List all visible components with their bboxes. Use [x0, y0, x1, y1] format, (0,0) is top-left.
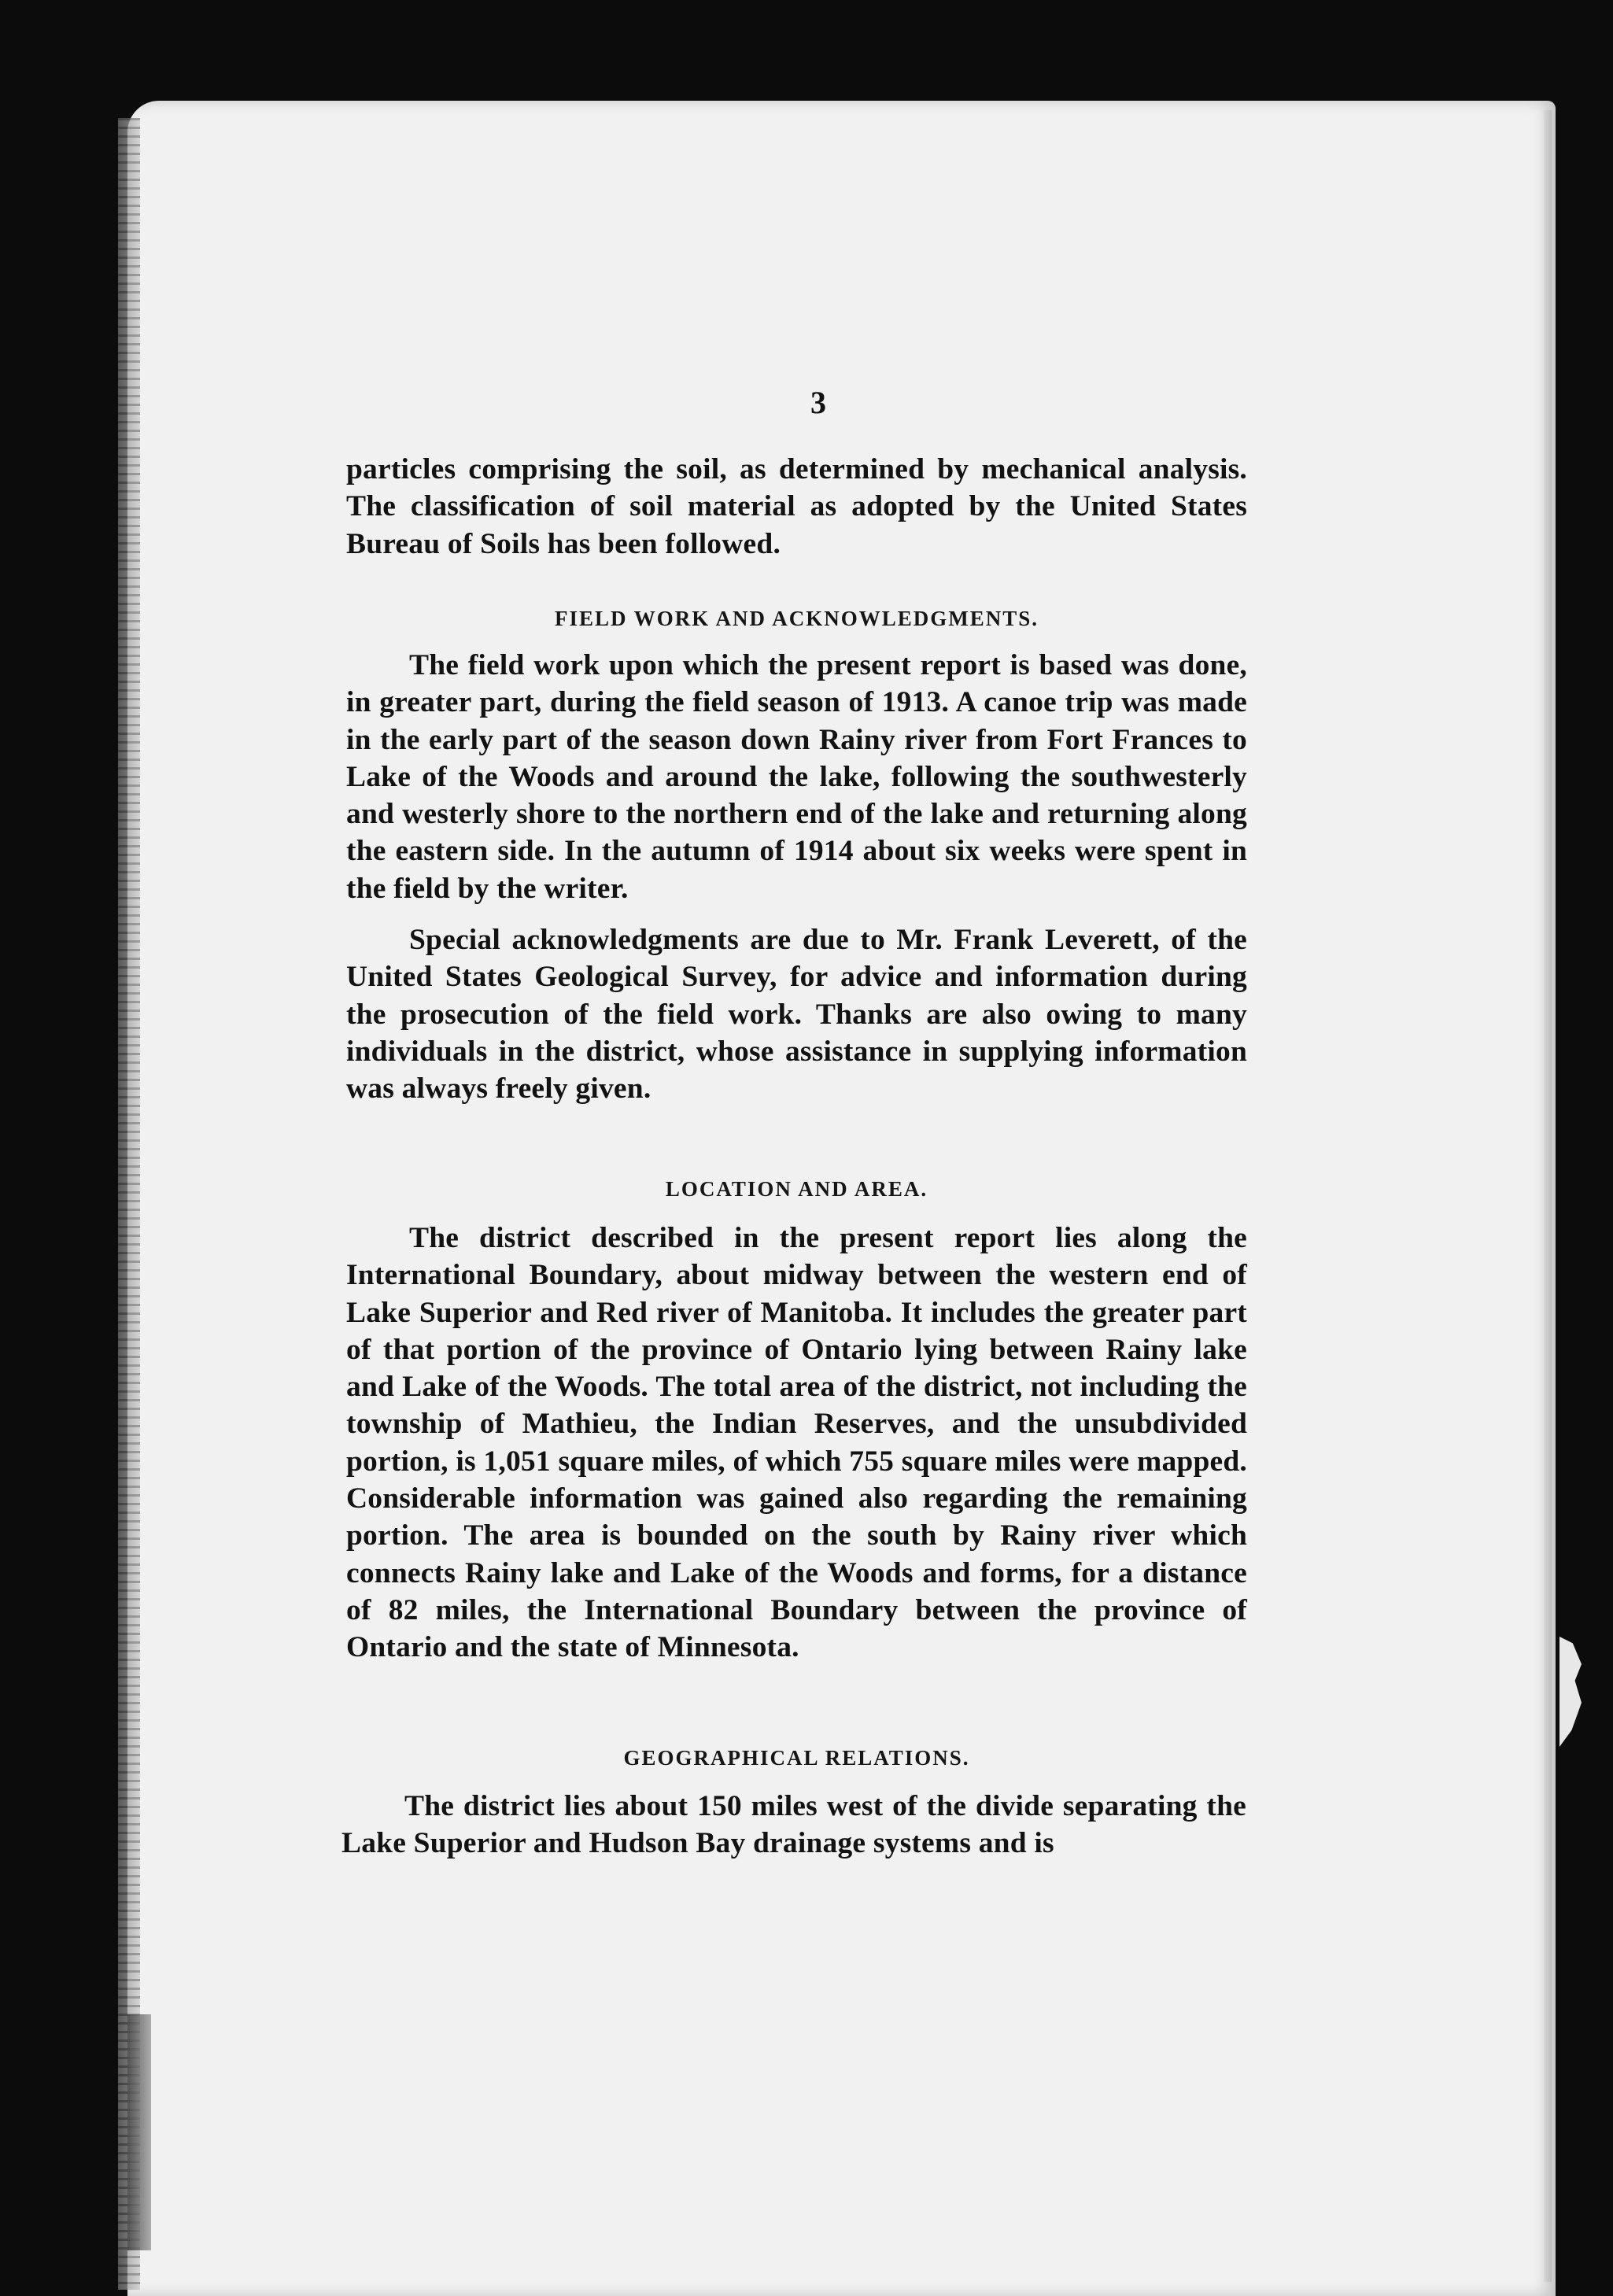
- geographical-section: [341, 1788, 1246, 1862]
- torn-page-tab: [1559, 1637, 1582, 1747]
- heading-field-work: FIELD WORK AND ACKNOWLEDGMENTS.: [554, 607, 1039, 630]
- field-work-section: [346, 647, 1247, 1108]
- binding-gutter: [118, 118, 140, 2290]
- page-number: 3: [810, 385, 826, 420]
- field-work-paragraph: The field work upon which the present report is based was done, in greater part, during the field season of 1913. A canoe trip was made in the early part of the season down Rainy river from Fort Frances to Lake of the Woods and around the lake, following the southwesterly and westerly shore to the northern end of the lake and returning along the eastern side. In the autumn of 1914 about six weeks were spent in the field by the writer.: [346, 649, 1247, 905]
- location-paragraph: The district described in the present report lies along the International Boundary, about midway between the western end of Lake Superior and Red river of Manitoba. It includes the greater part of that portion of the province of Ontario lying between Rainy lake and Lake of the Woods. The total area of the district, not including the township of Mathieu, the Indian Reserves, and the unsubdivided portion, is 1,051 square miles, of which 755 square miles were mapped. Considerable information was gained also regarding the remaining portion. The area is bounded on the south by Rainy river which connects Rainy lake and Lake of the Woods and forms, for a distance of 82 miles, the International Boundary between the province of Ontario and the state of Minnesota.: [346, 1222, 1247, 1664]
- heading-location: LOCATION AND AREA.: [665, 1177, 928, 1201]
- heading-geographical: GEOGRAPHICAL RELATIONS.: [623, 1746, 970, 1770]
- page-edge: [1544, 110, 1552, 2282]
- geographical-paragraph: The district lies about 150 miles west of the divide separating the Lake Superior and Hudson Bay drainage systems and is: [341, 1790, 1246, 1860]
- continued-paragraph: particles comprising the soil, as determined by mechanical analysis. The classification of soil material as adopted by the United States Bureau of Soils has been followed.: [346, 453, 1247, 560]
- acknowledgments-paragraph: Special acknowledgments are due to Mr. Frank Leverett, of the United States Geological Survey, for advice and information during the prosecution of the field work. Thanks are also owing to many individuals in the district, whose assistance in supplying information was always freely given.: [346, 924, 1247, 1106]
- continued-paragraph-block: [346, 451, 1247, 563]
- binding-shadow: [127, 2014, 151, 2250]
- location-section: [346, 1220, 1247, 1667]
